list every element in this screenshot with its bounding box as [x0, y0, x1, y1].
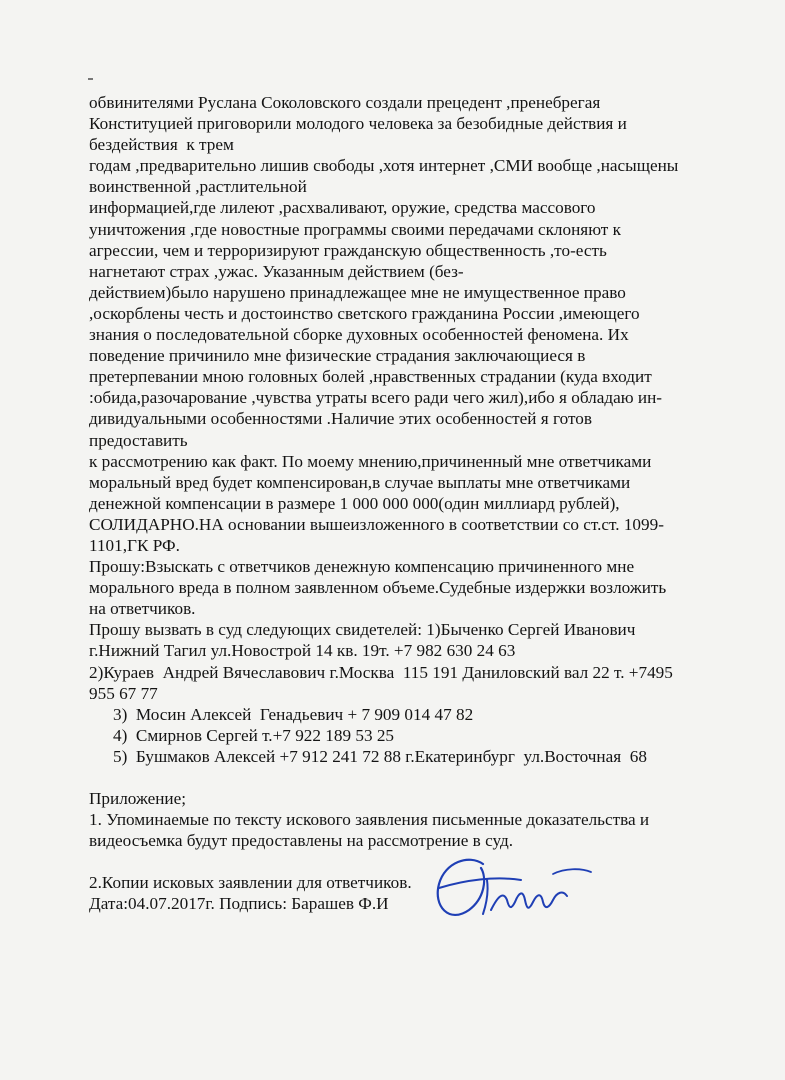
scan-speck [88, 78, 93, 80]
body-line: :обида,разочарование ,чувства утраты всего ради чего жил),ибо я обладаю ин- [89, 388, 662, 408]
witness-request-line: Прошу вызвать в суд следующих свидетелей: 1)Быченко Сергей Иванович [89, 620, 636, 640]
witness-2-phone: 955 67 77 [89, 683, 158, 703]
body-line: уничтожения ,где новостные программы своими передачами склоняют к [89, 219, 621, 239]
blank-line [89, 767, 729, 788]
blank-line [89, 851, 729, 872]
body-line: информацией,где лилеют ,расхваливают, оружие, средства массового [89, 198, 596, 218]
body-line: предоставить [89, 430, 188, 450]
body-line: ,оскорблены честь и достоинство светского гражданина России ,имеющего [89, 303, 640, 323]
witness-2-line: 2)Кураев Андрей Вячеславович г.Москва 115 191 Даниловский вал 22 т. +7495 [89, 662, 673, 682]
body-line: к рассмотрению как факт. По моему мнению,причиненный мне ответчиками [89, 451, 652, 471]
body-line: обвинителями Руслана Соколовского создали прецедент ,пренебрегая [89, 93, 601, 112]
witness-item-4: 4) Смирнов Сергей т.+7 922 189 53 25 [113, 725, 395, 745]
body-line: морального вреда в полном заявленном объеме.Судебные издержки возложить [89, 578, 667, 598]
body-line: знания о последовательной сборке духовных особенностей феномена. Их [89, 325, 629, 345]
body-line: бездействия к трем [89, 135, 234, 155]
witness-1-address: г.Нижний Тагил ул.Новострой 14 кв. 19т. +7 982 630 24 63 [89, 641, 516, 661]
body-line: поведение причинило мне физические страдания заключающиеся в [89, 346, 586, 366]
body-line: Прошу:Взыскать с ответчиков денежную компенсацию причиненного мне [89, 557, 635, 577]
letter-body [89, 92, 729, 914]
body-line: агрессии, чем и терроризируют гражданскую общественность ,то-есть [89, 240, 607, 260]
appendix-title: Приложение; [89, 789, 187, 808]
body-line: дивидуальными особенностями .Наличие этих особенностей я готов [89, 409, 592, 429]
body-line: моральный вред будет компенсирован,в случае выплаты мне ответчиками [89, 472, 631, 492]
body-line: на ответчиков. [89, 599, 196, 619]
body-line: действием)было нарушено принадлежащее мне не имущественное право [89, 282, 626, 302]
body-line: воинственной ,растлительной [89, 177, 307, 197]
appendix-item-1-cont: видеосъемка будут предоставлены на рассмотрение в суд. [89, 831, 514, 851]
handwritten-signature [425, 850, 595, 930]
body-line: годам ,предварительно лишив свободы ,хотя интернет ,СМИ вообще ,насыщены [89, 156, 679, 176]
appendix-item-2: 2.Копии исковых заявлении для ответчиков. [89, 873, 412, 893]
body-line: нагнетают страх ,ужас. Указанным действием (без- [89, 261, 464, 281]
body-line: Конституцией приговорили молодого человека за безобидные действия и [89, 114, 627, 134]
witness-item-3: 3) Мосин Алексей Генадьевич + 7 909 014 47 82 [113, 704, 474, 724]
date-signature-line: Дата:04.07.2017г. Подпись: Барашев Ф.И [89, 894, 389, 914]
appendix-item-1: 1. Упоминаемые по тексту искового заявления письменные доказательства и [89, 810, 650, 830]
body-line: денежной компенсации в размере 1 000 000 000(один миллиард рублей), [89, 493, 620, 513]
body-line: СОЛИДАРНО.НА основании вышеизложенного в соответствии со ст.ст. 1099- [89, 514, 664, 534]
body-line: 1101,ГК РФ. [89, 535, 180, 555]
body-line: претерпевании мною головных болей ,нравственных страдании (куда входит [89, 367, 652, 387]
witness-item-5: 5) Бушмаков Алексей +7 912 241 72 88 г.Екатеринбург ул.Восточная 68 [113, 746, 647, 766]
